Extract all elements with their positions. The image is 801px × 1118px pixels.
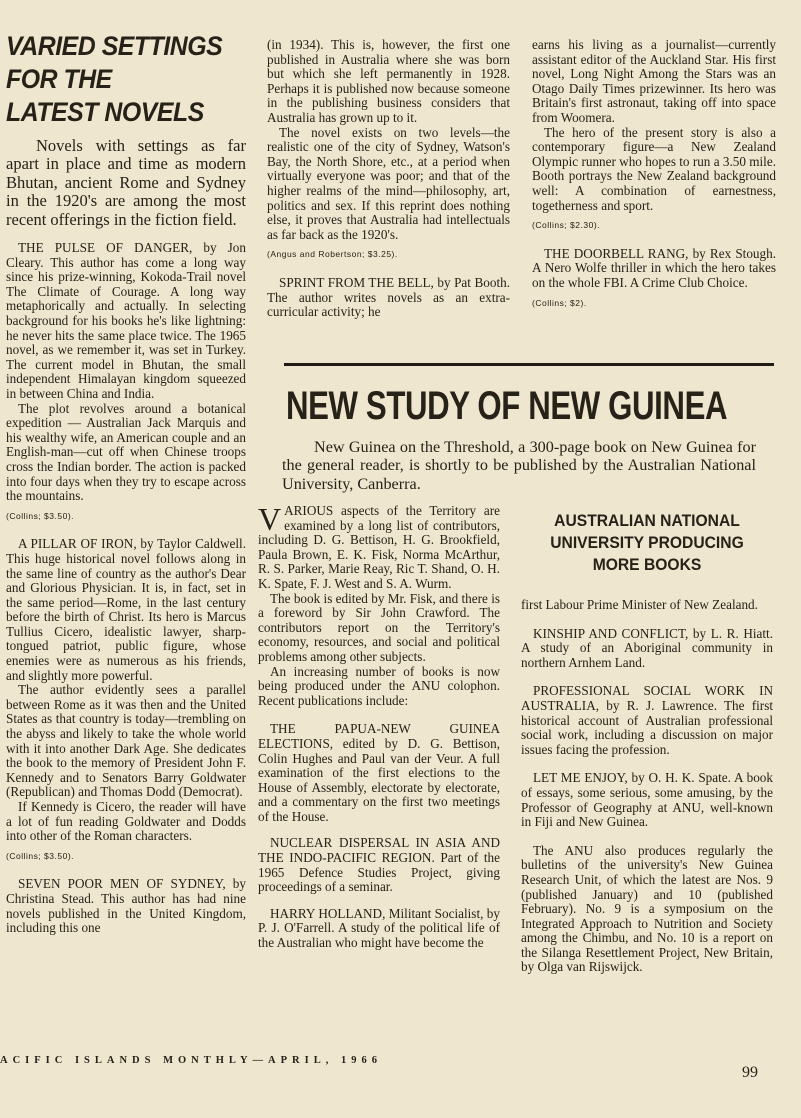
headline-line: FOR THE: [6, 64, 112, 94]
new-guinea-lead: [282, 438, 756, 493]
entry-let-me-enjoy: LET ME ENJOY, by O. H. K. Spate. A book of essays, some serious, some amusing, by the Professor of Geography at ANU, well-known in Fiji and New Guinea.: [521, 770, 773, 830]
drop-cap: V: [258, 501, 282, 537]
entry-kinship-and-conflict: KINSHIP AND CONFLICT, by L. R. Hiatt. A study of an Aboriginal community in northern Arnhem Land.: [521, 625, 773, 670]
column-3: [532, 38, 776, 310]
paragraph: An increasing number of books is now being produced under the ANU colophon. Recent publications include:: [258, 663, 500, 708]
paragraph: first Labour Prime Minister of New Zealand.: [521, 597, 758, 612]
paragraph: earns his living as a journalist—currently assistant editor of the Auckland Star. His first novel, Long Night Among the Stars was an Otago Daily Times prizewinner. Its hero was Britain's first astronaut, taking off into space from Woomera.: [532, 37, 776, 125]
paragraph: The book is edited by Mr. Fisk, and there is a foreword by Sir John Crawford. The contributors report on the Territory's economy, resources, and social and political problems among other subjects.: [258, 590, 500, 664]
new-guinea-headline: [286, 384, 766, 428]
headline-varied-settings: [6, 30, 246, 129]
review-body: [6, 241, 246, 936]
review-sprint-from-the-bell: SPRINT FROM THE BELL, by Pat Booth. The author writes novels as an extra-curricular activity; he: [267, 274, 510, 320]
subhead-line: AUSTRALIAN NATIONAL: [554, 511, 740, 530]
price-note: (Collins; $3.50).: [6, 510, 75, 521]
headline-new-guinea: NEW STUDY OF NEW GUINEA: [286, 384, 728, 428]
entry-professional-social-work: PROFESSIONAL SOCIAL WORK IN AUSTRALIA, by R. J. Lawrence. The first historical account of Australian professional social work, including a discussion on major issues facing the profession.: [521, 683, 773, 757]
subhead-anu: [521, 510, 773, 576]
paragraph-text: ARIOUS aspects of the Territory are examined by a long list of contributors, including D. G. Bettison, H. G. Brookfield, Paula Brown, E. K. Fisk, Norma McArthur, R. S. Parker, Marie Reay, Ric T. Shand, O. H. K. Spate, F. J. West and S. A. Wurm.: [258, 503, 500, 591]
column-2: [267, 38, 510, 320]
page-number: 99: [742, 1064, 758, 1081]
column-b-body: [521, 598, 773, 975]
review-pillar-of-iron-cicero: If Kennedy is Cicero, the reader will have a lot of fun reading Goldwater and Dodds into other of the Roman characters.: [6, 799, 246, 844]
price-note: (Collins; $2).: [532, 297, 587, 308]
price-note: (Collins; $2.30).: [532, 220, 601, 231]
column-1: [6, 30, 246, 936]
section-divider: [284, 363, 774, 366]
paragraph: (in 1934). This is, however, the first one published in Australia where she was born but which she left permanently in 1928. Perhaps it is published now because someone in the publishing business considers that Australia has grown up to it.: [267, 37, 510, 125]
headline-line: LATEST NOVELS: [6, 97, 204, 127]
review-pulse-of-danger-plot: The plot revolves around a botanical expedition — Australian Jack Marquis and his wealthy wife, an American couple and an English-man—cut off when Chinese troops cross the Indian border. The action is packed into four days when they try to escape across the mountains.: [6, 400, 246, 504]
running-footer: ACIFIC ISLANDS MONTHLY—APRIL, 1966: [0, 1055, 382, 1066]
subhead-line: MORE BOOKS: [592, 555, 702, 574]
paragraph: The novel exists on two levels—the realistic one of the city of Sydney, Watson's Bay, the North Shore, etc., at a period when virtually everyone was poor; and that of the higher realms of the mind—philosophy, art, politics and sex. If this reprint does nothing else, it proves that Australia had intellectuals as far back as the 1920's.: [267, 124, 510, 242]
review-pillar-of-iron-parallel: The author evidently sees a parallel between Rome as it was then and the United States as that country is today—trembling on the abyss and likely to take the whole world with it into another Dark Age. She dedicates the book to the memory of President John F. Kennedy and to Senators Barry Goldwater (Republican) and Thomas Dodd (Democrat).: [6, 682, 246, 800]
entry-harry-holland: HARRY HOLLAND, Militant Socialist, by P. J. O'Farrell. A study of the political life of the Australian who might have become the: [258, 905, 500, 951]
new-guinea-column-b: [521, 510, 773, 975]
review-doorbell-rang: THE DOORBELL RANG, by Rex Stough. A Nero Wolfe thriller in which the hero takes on the whole FBI. A Crime Club Choice.: [532, 245, 776, 290]
lead-paragraph: New Guinea on the Threshold, a 300-page book on New Guinea for the general reader, is shortly to be published by the Australian National University, Canberra.: [282, 438, 756, 493]
price-note: (Collins; $3.50).: [6, 850, 75, 861]
lead-paragraph: Novels with settings as far apart in place and time as modern Bhutan, ancient Rome and Sydney in the 1920's are among the most recent offerings in the fiction field.: [6, 136, 246, 229]
review-pulse-of-danger: THE PULSE OF DANGER, by Jon Cleary. This author has come a long way since his prize-winning, Kokoda-Trail novel The Climate of Courage. A long way metaphorically and actually. In selecting background for his books he's like lightning: he never hits the same place twice. The 1965 novel, as we remember it, was set in Turkey. The current model in Bhutan, the small independent Himalayan kingdom squeezed in between China and India.: [6, 240, 246, 401]
entry-papua-new-guinea-elections: THE PAPUA-NEW GUINEA ELECTIONS, edited by D. G. Bettison, Colin Hughes and Paul van der Veur. A full examination of the first elections to the House of Assembly, electorate by electorate, and a commentary on the first two meetings of the House.: [258, 721, 500, 824]
paragraph: The hero of the present story is also a contemporary figure—a New Zealand Olympic runner who hopes to run a 3.50 mile. Booth portrays the New Zealand background well: A combination of earnestness, togetherness and sport.: [532, 124, 776, 213]
paragraph-anu-bulletins: The ANU also produces regularly the bulletins of the university's New Guinea Research Unit, of which the latest are Nos. 9 (published January) and 10 (published February). No. 9 is a symposium on the Integrated Approach to Nutrition and Society among the Chimbu, and No. 10 is a report on the Silanga Resettlement Project, New Britain, by Olga van Rijswijck.: [521, 842, 773, 975]
new-guinea-column-a: [258, 501, 500, 951]
review-seven-poor-men: SEVEN POOR MEN OF SYDNEY, by Christina Stead. This author has had nine novels published in the United Kingdom, including this one: [6, 876, 246, 936]
entry-nuclear-dispersal: NUCLEAR DISPERSAL IN ASIA AND THE INDO-PACIFIC REGION. Part of the 1965 Defence Studies Project, giving proceedings of a seminar.: [258, 835, 500, 895]
headline-line: VARIED SETTINGS: [6, 31, 223, 61]
review-pillar-of-iron: A PILLAR OF IRON, by Taylor Caldwell. This huge historical novel follows along in the same line of country as the author's Dear and Glorious Physician. It is, in fact, set in the same period—Rome, in the last century before the birth of Christ. Its hero is Marcus Tullius Cicero, idealistic lawyer, sharp-tongued patriot, public figure, whose enemies were as numerous as his friends, and slightly more powerful.: [6, 536, 246, 683]
price-note: (Angus and Robertson; $3.25).: [267, 249, 398, 260]
paragraph-contributors: [258, 501, 500, 592]
subhead-line: UNIVERSITY PRODUCING: [550, 533, 744, 552]
